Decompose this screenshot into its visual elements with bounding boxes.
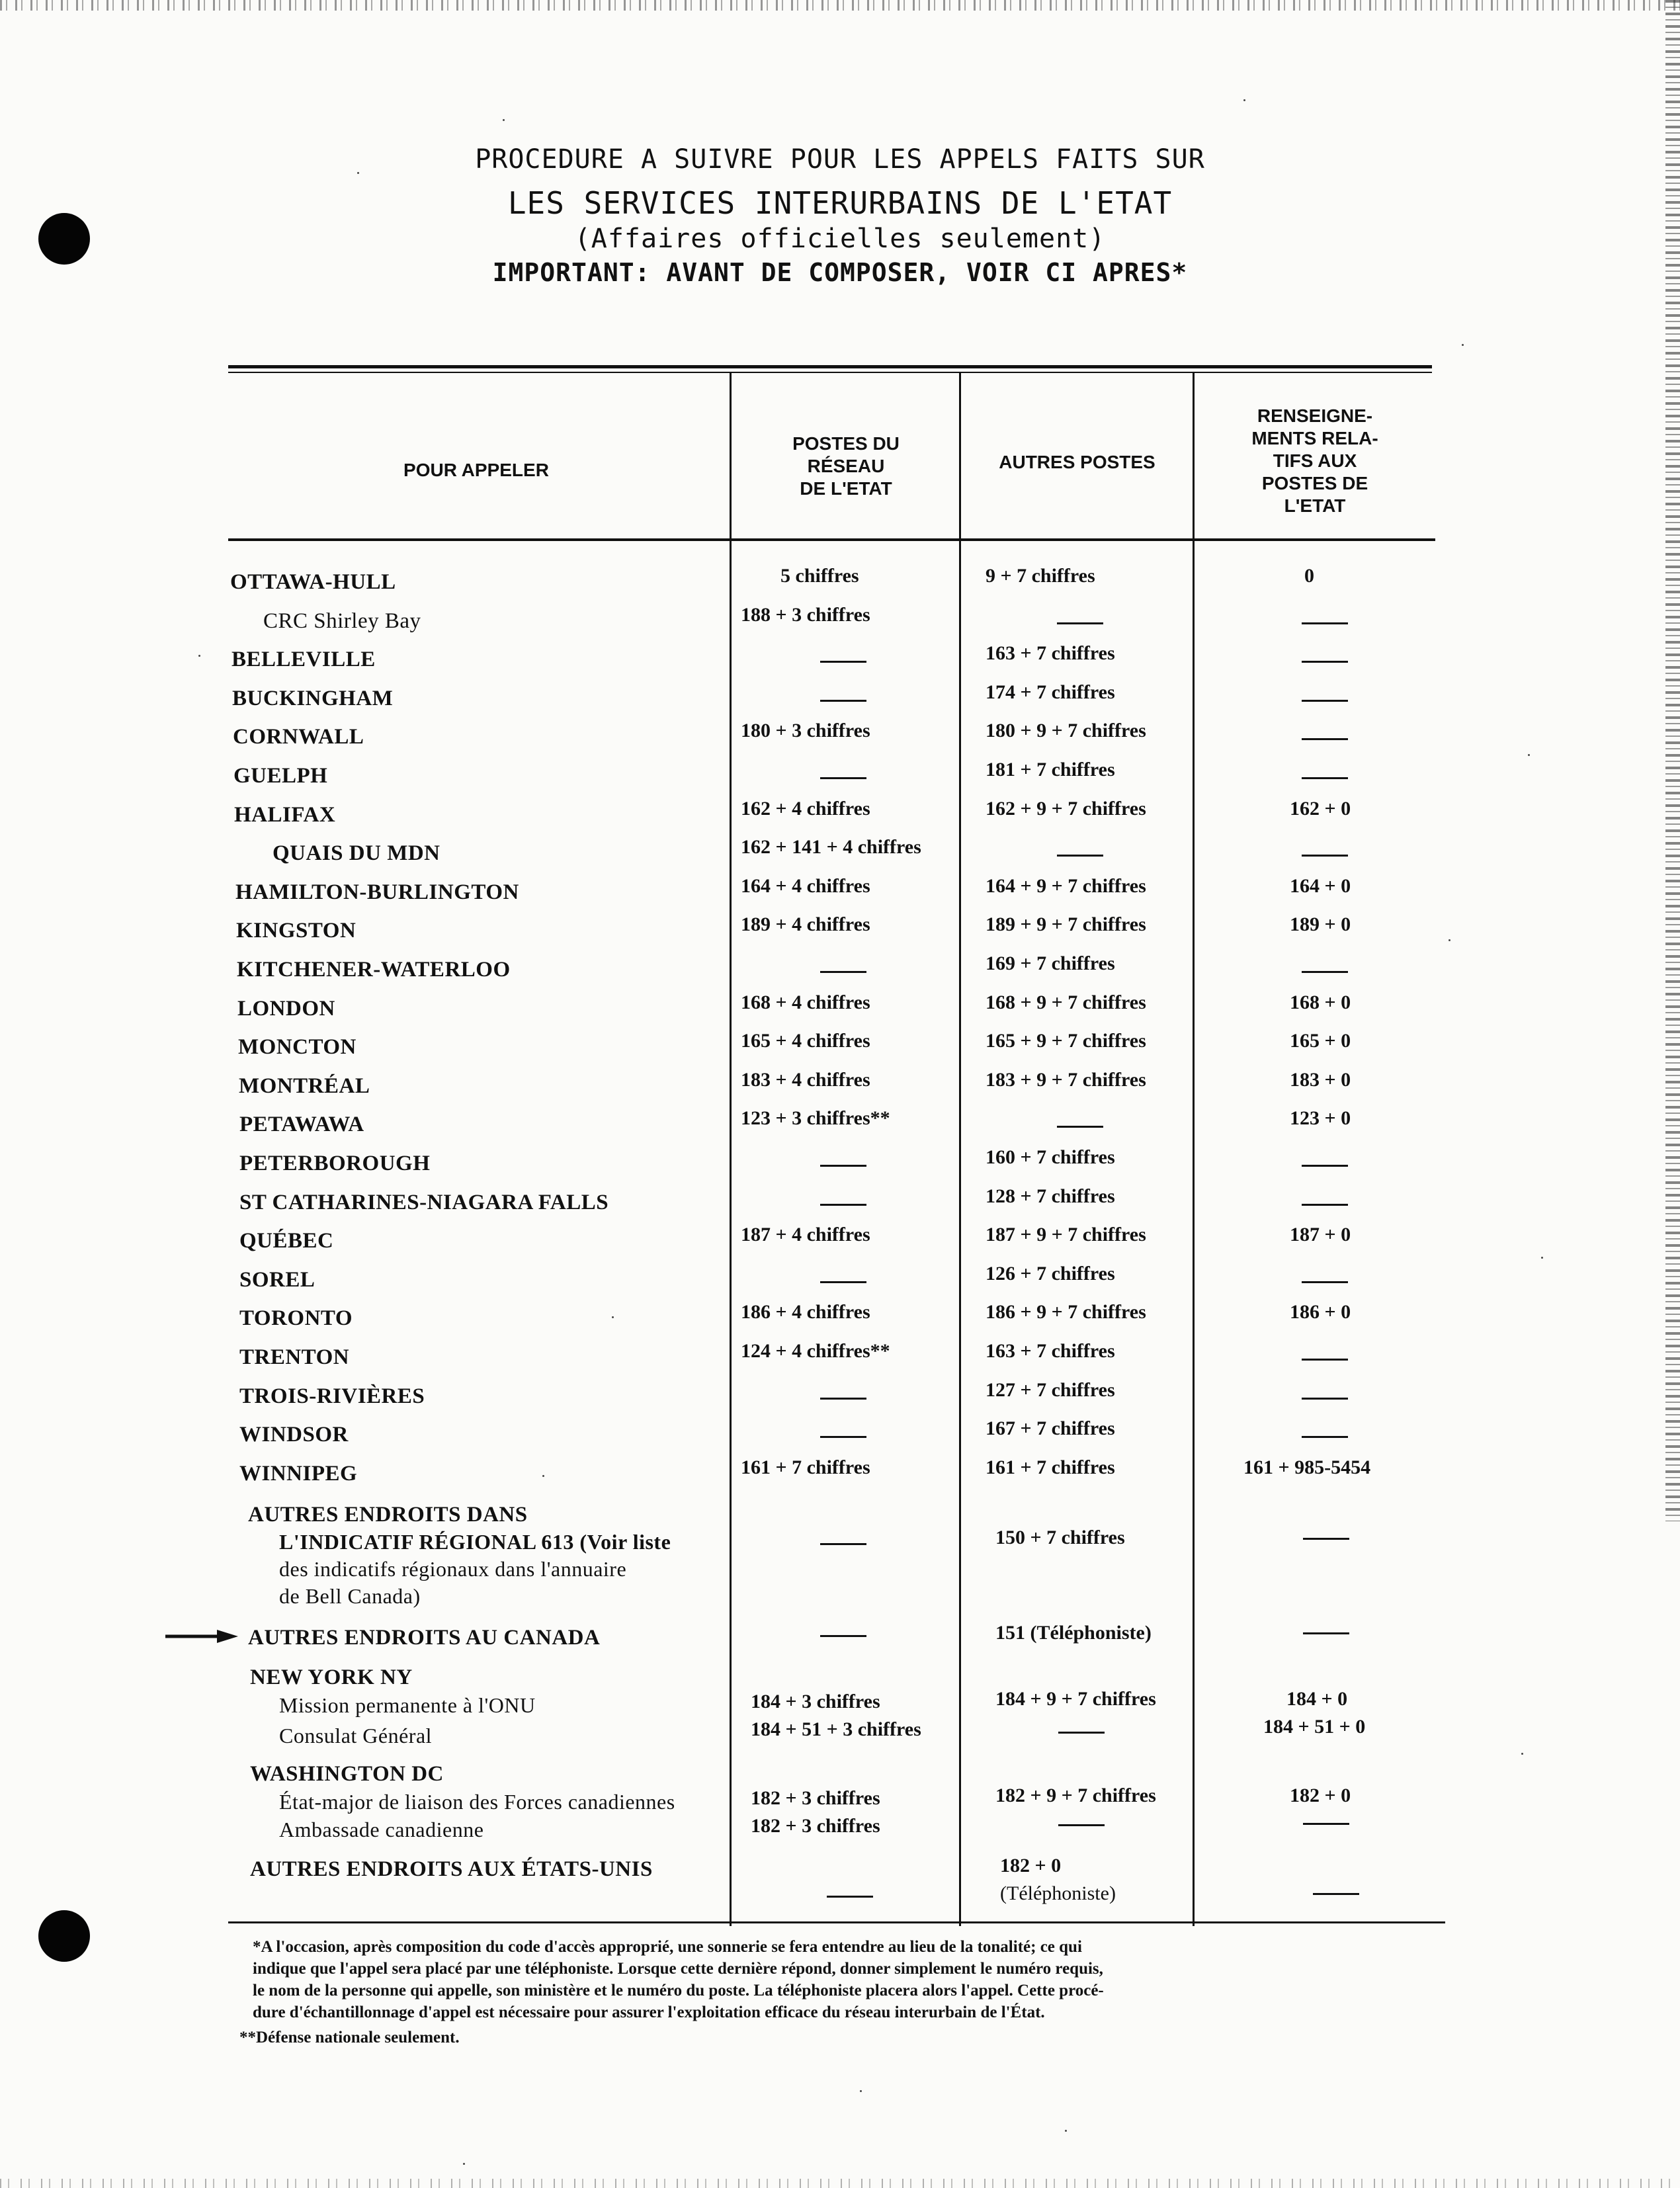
row-c3-value: 163 + 7 chiffres [986, 642, 1115, 664]
scan-speck [357, 172, 359, 174]
new-york-mission-label: Mission permanente à l'ONU [279, 1693, 536, 1717]
autres-usa-c3-line-2: (Téléphoniste) [1000, 1882, 1116, 1904]
autres-usa-c3-line-1: 182 + 0 [1000, 1855, 1062, 1876]
washington-ambassade-c4-dash [1303, 1823, 1349, 1825]
scan-speck [612, 1316, 614, 1318]
footnote-defense: **Défense nationale seulement. [239, 2029, 460, 2046]
row-c3-value: 174 + 7 chiffres [986, 681, 1115, 703]
header-postes-reseau-line: RÉSEAU [807, 456, 885, 476]
table-bottom-rule [228, 1921, 1445, 1923]
row-label: BELLEVILLE [231, 648, 376, 671]
row-label: HAMILTON-BURLINGTON [235, 880, 519, 904]
header-renseignements [1196, 405, 1434, 517]
row-c2-dash [820, 661, 866, 663]
new-york-mission-c3: 184 + 9 + 7 chiffres [995, 1688, 1156, 1710]
row-c3-value: 189 + 9 + 7 chiffres [986, 913, 1146, 935]
row-c4-value: 162 + 0 [1290, 798, 1351, 820]
row-c2-value: 180 + 3 chiffres [741, 720, 870, 741]
autres613-line-3: des indicatifs régionaux dans l'annuaire [279, 1557, 627, 1581]
washington-ambassade-c2: 182 + 3 chiffres [751, 1815, 880, 1837]
row-c2-value: 162 + 141 + 4 chiffres [741, 836, 921, 858]
header-postes-reseau [734, 433, 958, 500]
row-c2-dash [820, 1398, 866, 1400]
row-c4-dash [1302, 1436, 1348, 1438]
washington-etat-major-label: État-major de liaison des Forces canadiennes [279, 1790, 675, 1814]
row-c3-dash [1057, 855, 1103, 857]
header-renseignements-line: POSTES DE [1261, 473, 1368, 493]
scan-speck [1528, 754, 1530, 756]
row-label: TRENTON [239, 1345, 350, 1369]
washington-etat-major-c2: 182 + 3 chiffres [751, 1787, 880, 1809]
autres-canada-label: AUTRES ENDROITS AU CANADA [248, 1626, 601, 1650]
row-c3-value: 168 + 9 + 7 chiffres [986, 991, 1146, 1013]
row-c4-value: 123 + 0 [1290, 1107, 1351, 1129]
row-label: CRC Shirley Bay [263, 609, 421, 633]
scan-speck [198, 655, 200, 657]
table-top-rule-thin [228, 372, 1432, 373]
scan-speck [1065, 2130, 1067, 2132]
row-c4-value: 161 + 985-5454 [1243, 1456, 1371, 1478]
row-label: PETERBOROUGH [239, 1152, 431, 1175]
autres613-line-4: de Bell Canada) [279, 1584, 421, 1608]
header-postes-reseau-line: POSTES DU [792, 433, 900, 454]
title-line-2: LES SERVICES INTERURBAINS DE L'ETAT [507, 185, 1173, 221]
new-york-consulat-c2: 184 + 51 + 3 chiffres [751, 1718, 921, 1740]
washington-etat-major-c3: 182 + 9 + 7 chiffres [995, 1785, 1156, 1806]
scan-speck [463, 2163, 465, 2165]
footnote-line-3: le nom de la personne qui appelle, son ministère et le numéro du poste. La téléphoniste placera alors l'appel. Cette procé- [253, 1982, 1104, 1999]
row-c2-value: 187 + 4 chiffres [741, 1224, 870, 1245]
row-c3-value: 183 + 9 + 7 chiffres [986, 1069, 1146, 1091]
scan-speck [503, 119, 505, 121]
header-postes-reseau-line: DE L'ETAT [800, 478, 892, 499]
scan-edge-bottom [0, 2179, 1680, 2188]
row-c2-value: 123 + 3 chiffres** [741, 1107, 890, 1129]
row-c2-dash [820, 700, 866, 702]
row-label: TORONTO [239, 1306, 353, 1330]
washington-ambassade-label: Ambassade canadienne [279, 1818, 484, 1841]
row-c3-value: 161 + 7 chiffres [986, 1456, 1115, 1478]
row-label: BUCKINGHAM [232, 687, 394, 710]
punch-hole-bottom [38, 1910, 90, 1962]
row-c4-dash [1302, 971, 1348, 973]
row-c4-dash [1302, 855, 1348, 857]
new-york-consulat-c4: 184 + 51 + 0 [1263, 1716, 1366, 1738]
row-c3-dash [1057, 1126, 1103, 1128]
row-label: QUAIS DU MDN [273, 841, 441, 865]
new-york-mission-c2: 184 + 3 chiffres [751, 1691, 880, 1712]
row-c4-value: 183 + 0 [1290, 1069, 1351, 1091]
footnote-line-1: *A l'occasion, après composition du code d'accès approprié, une sonnerie se fera entendre au lieu de la tonalité; ce qui [253, 1938, 1082, 1956]
table-top-rule [228, 365, 1432, 368]
new-york-mission-c4: 184 + 0 [1286, 1688, 1348, 1710]
header-renseignements-line: TIFS AUX [1273, 450, 1357, 471]
row-c3-value: 180 + 9 + 7 chiffres [986, 720, 1146, 741]
new-york-label: NEW YORK NY [250, 1665, 413, 1689]
row-c3-value: 169 + 7 chiffres [986, 952, 1115, 974]
row-c4-value: 165 + 0 [1290, 1030, 1351, 1052]
row-c3-value: 164 + 9 + 7 chiffres [986, 875, 1146, 897]
row-c2-value: 186 + 4 chiffres [741, 1301, 870, 1323]
row-c2-value: 162 + 4 chiffres [741, 798, 870, 820]
header-bottom-rule [228, 538, 1435, 541]
row-c4-value: 164 + 0 [1290, 875, 1351, 897]
row-label: WINDSOR [239, 1423, 349, 1447]
row-c3-value: 163 + 7 chiffres [986, 1340, 1115, 1362]
row-c3-value: 186 + 9 + 7 chiffres [986, 1301, 1146, 1323]
row-c2-value: 183 + 4 chiffres [741, 1069, 870, 1091]
autres613-c3: 150 + 7 chiffres [995, 1527, 1125, 1548]
row-c3-value: 128 + 7 chiffres [986, 1185, 1115, 1207]
row-c3-value: 9 + 7 chiffres [986, 565, 1095, 587]
column-divider-3 [1193, 372, 1195, 1926]
row-c2-dash [820, 1165, 866, 1167]
row-c4-dash [1302, 777, 1348, 779]
row-c2-value: 5 chiffres [780, 565, 859, 587]
row-c2-value: 189 + 4 chiffres [741, 913, 870, 935]
header-autres-postes: AUTRES POSTES [999, 452, 1155, 472]
row-c4-dash [1302, 738, 1348, 740]
row-c4-value: 187 + 0 [1290, 1224, 1351, 1245]
row-c2-dash [820, 777, 866, 779]
autres613-line-1: AUTRES ENDROITS DANS [248, 1503, 528, 1527]
autres-canada-c2-dash [820, 1635, 866, 1637]
row-c2-dash [820, 1281, 866, 1283]
scan-speck [860, 2090, 862, 2092]
scan-speck [1243, 99, 1245, 101]
row-c3-value: 167 + 7 chiffres [986, 1417, 1115, 1439]
column-divider-2 [959, 372, 961, 1926]
autres-canada-c4-dash [1303, 1632, 1349, 1634]
washington-ambassade-c3-dash [1058, 1824, 1105, 1826]
row-label: HALIFAX [234, 803, 336, 827]
autres613-c4-dash [1303, 1538, 1349, 1540]
row-c2-value: 164 + 4 chiffres [741, 875, 870, 897]
scan-edge-top [0, 0, 1680, 11]
row-label: OTTAWA-HULL [230, 570, 396, 594]
row-c4-dash [1302, 1281, 1348, 1283]
row-label: TROIS-RIVIÈRES [239, 1384, 425, 1408]
scan-speck [1449, 939, 1450, 941]
washington-etat-major-c4: 182 + 0 [1290, 1785, 1351, 1806]
row-c3-value: 187 + 9 + 7 chiffres [986, 1224, 1146, 1245]
row-c2-value: 168 + 4 chiffres [741, 991, 870, 1013]
row-c4-dash [1302, 1204, 1348, 1206]
row-c3-value: 181 + 7 chiffres [986, 759, 1115, 780]
row-label: ST CATHARINES-NIAGARA FALLS [239, 1191, 609, 1214]
row-c3-value: 165 + 9 + 7 chiffres [986, 1030, 1146, 1052]
row-c4-value: 0 [1304, 565, 1314, 587]
row-c4-value: 189 + 0 [1290, 913, 1351, 935]
new-york-consulat-c3-dash [1058, 1732, 1105, 1734]
row-c4-value: 168 + 0 [1290, 991, 1351, 1013]
row-c4-dash [1302, 661, 1348, 663]
header-renseignements-line: RENSEIGNE- [1257, 405, 1373, 426]
row-c2-dash [820, 1204, 866, 1206]
header-renseignements-line: L'ETAT [1284, 495, 1346, 516]
arrow-icon [165, 1630, 238, 1643]
row-c2-value: 165 + 4 chiffres [741, 1030, 870, 1052]
row-c4-dash [1302, 700, 1348, 702]
row-label: CORNWALL [233, 725, 364, 749]
row-c4-dash [1302, 622, 1348, 624]
row-c2-value: 188 + 3 chiffres [741, 604, 870, 626]
title-line-3: (Affaires officielles seulement) [574, 224, 1106, 254]
row-label: QUÉBEC [239, 1229, 334, 1253]
row-c2-dash [820, 1436, 866, 1438]
scan-speck [542, 1475, 544, 1477]
row-c2-dash [820, 971, 866, 973]
row-c2-value: 161 + 7 chiffres [741, 1456, 870, 1478]
row-label: PETAWAWA [239, 1113, 364, 1136]
new-york-consulat-label: Consulat Général [279, 1724, 433, 1747]
row-c3-value: 126 + 7 chiffres [986, 1263, 1115, 1284]
autres-usa-label: AUTRES ENDROITS AUX ÉTATS-UNIS [250, 1857, 653, 1881]
header-pour-appeler: POUR APPELER [403, 460, 549, 480]
row-label: MONCTON [238, 1035, 357, 1059]
row-c2-value: 124 + 4 chiffres** [741, 1340, 890, 1362]
row-label: MONTRÉAL [239, 1074, 370, 1098]
row-c4-value: 186 + 0 [1290, 1301, 1351, 1323]
footnote-line-4: dure d'échantillonnage d'appel est nécessaire pour assurer l'exploitation efficace du réseau interurbain de l'État. [253, 2003, 1045, 2021]
row-c4-dash [1302, 1165, 1348, 1167]
autres613-c2-dash [820, 1543, 866, 1545]
row-c3-dash [1057, 622, 1103, 624]
autres-canada-c3: 151 (Téléphoniste) [995, 1622, 1152, 1644]
row-label: LONDON [237, 997, 335, 1021]
washington-label: WASHINGTON DC [250, 1762, 444, 1786]
row-label: KITCHENER-WATERLOO [237, 958, 511, 982]
row-label: SOREL [239, 1268, 315, 1292]
scan-speck [1462, 344, 1464, 346]
column-divider-1 [730, 372, 732, 1926]
row-label: WINNIPEG [239, 1462, 358, 1486]
row-c4-dash [1302, 1359, 1348, 1361]
scan-speck [1521, 1753, 1523, 1755]
row-c4-dash [1302, 1398, 1348, 1400]
autres-usa-c2-dash [827, 1896, 873, 1898]
footnote-line-2: indique que l'appel sera placé par une téléphoniste. Lorsque cette dernière répond, donner simplement le numéro requis, [253, 1960, 1103, 1978]
autres613-line-2: L'INDICATIF RÉGIONAL 613 (Voir liste [279, 1530, 671, 1554]
title-line-4: IMPORTANT: AVANT DE COMPOSER, VOIR CI APRES* [492, 258, 1188, 287]
autres-usa-c4-dash [1313, 1893, 1359, 1895]
header-renseignements-line: MENTS RELA- [1251, 428, 1378, 448]
scan-speck [1541, 1257, 1543, 1259]
title-line-1: PROCEDURE A SUIVRE POUR LES APPELS FAITS SUR [475, 144, 1205, 175]
row-c3-value: 127 + 7 chiffres [986, 1379, 1115, 1401]
row-label: KINGSTON [236, 919, 357, 943]
row-label: GUELPH [233, 764, 328, 788]
row-c3-value: 160 + 7 chiffres [986, 1146, 1115, 1168]
row-c3-value: 162 + 9 + 7 chiffres [986, 798, 1146, 820]
